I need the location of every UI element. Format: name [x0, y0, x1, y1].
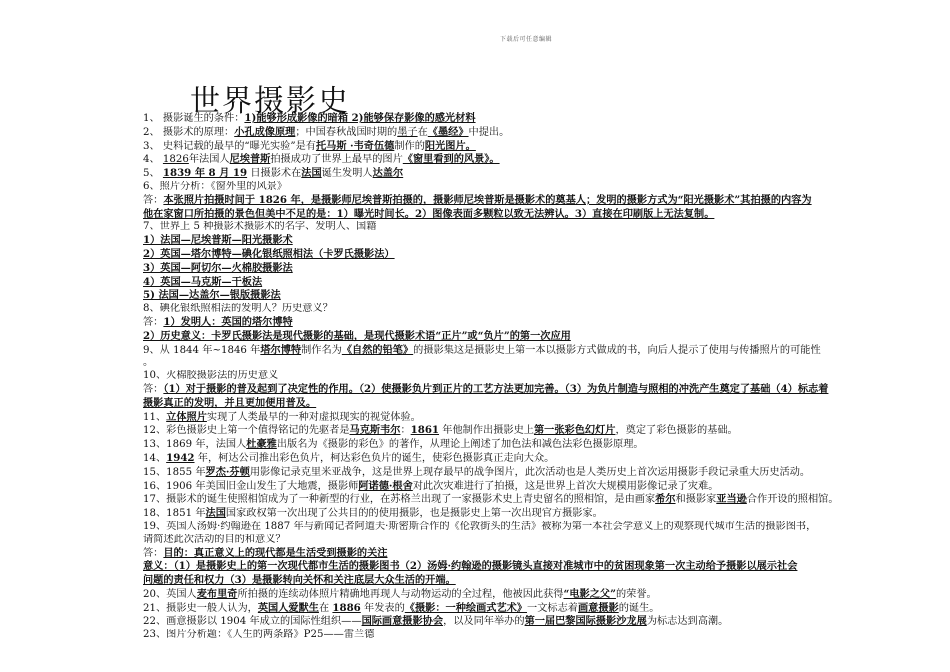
emphasis-text: 4）英国—马克斯—干板法 [143, 275, 263, 288]
emphasis-text: 目的：真正意义上的现代都是生活受到摄影的关注 [163, 546, 388, 559]
text-segment: 20、英国人 [143, 588, 197, 600]
emphasis-text: 国际画意摄影协会 [361, 615, 444, 628]
text-segment: 19、英国人汤姆·约翰逊在 1887 年与新闻记者阿道夫·斯密斯合作的《伦敦街头的生活》被称为第一本社会学意义上的观察现代城市生活的摄影图书， [143, 520, 817, 532]
text-segment: 答： [143, 547, 164, 559]
text-segment: ，奠定了彩色摄影的基础。 [615, 425, 738, 437]
text-segment: 的荣誉。 [615, 588, 657, 600]
text-segment: 诞生发明人 [321, 168, 373, 180]
text-segment: 1、 摄影诞生的条件： [143, 113, 245, 124]
text-segment: 为标志达到高潮。 [646, 616, 729, 628]
text-segment: 9、从 1844 年~1846 年 [143, 344, 261, 356]
text-segment: 1826 [162, 154, 189, 166]
text-segment: 8、碘化银纸照相法的发明人？历史意义？ [143, 303, 333, 315]
text-segment: 的摄影集这是摄影史上第一本以摄影方式做成的书，向后人提示了使用与传播照片的可能性 [413, 344, 821, 356]
text-segment: 答： [143, 194, 164, 206]
emphasis-text: 《自然的铅笔》 [341, 343, 414, 356]
text-line [143, 112, 903, 126]
text-line [143, 466, 903, 480]
emphasis-text: 1886 [332, 601, 361, 614]
emphasis-text: 托马斯 ·韦奇伍德 [315, 139, 395, 152]
text-segment: 11、 [143, 411, 167, 423]
text-line [143, 126, 903, 140]
emphasis-text: 摄影真正的发明，并且更加便用普及。 [143, 396, 317, 409]
emphasis-text: 本张照片拍摄时间于 1826 年，是摄影师尼埃普斯拍摄的，摄影师尼埃普斯是摄影术的奠基人；发明的摄影方式为“阳光摄影术”其拍摄的内容为 [163, 193, 812, 206]
text-line [143, 221, 903, 234]
text-segment: 所拍摄的连续动体照片精确地再现人与动物运动的全过程，他被因此获得 [237, 588, 564, 600]
emphasis-text: 意义：（1）是摄影史上的第一次现代都市生活的摄影图书（2）汤姆·约翰逊的摄影镜头直接对准城市中的贫困现象第一次主动给予摄影以展示社会 [143, 560, 798, 573]
text-line [143, 276, 903, 290]
emphasis-text: 亚当逊 [716, 493, 747, 506]
text-segment: 用影像记录克里米亚战争，这是世界上现存最早的战争图片，此次活动也是人类历史上首次运用摄影手段记录重大历史活动。 [249, 466, 811, 478]
emphasis-text: 小孔成像原理 [234, 125, 296, 138]
text-line [143, 521, 903, 534]
text-segment: 在 [417, 126, 428, 138]
emphasis-text: 第一届巴黎国际摄影沙龙展 [524, 615, 647, 628]
document-body [143, 112, 903, 642]
text-line [143, 262, 903, 276]
text-line [143, 438, 903, 452]
emphasis-text: 达盖尔 [372, 167, 404, 180]
text-line [143, 493, 903, 507]
text-segment: 3、 史料记载的最早的“曝光实验”是有 [143, 140, 316, 152]
emphasis-text: 立体照片 [166, 410, 207, 423]
text-line [143, 480, 903, 494]
text-line [143, 167, 903, 181]
text-line [143, 629, 903, 642]
text-line [143, 303, 903, 316]
emphasis-text: 马克斯韦尔 [349, 424, 401, 437]
emphasis-text: 1）法国—尼埃普斯—阳光摄影术 [143, 234, 293, 247]
text-line [143, 153, 903, 167]
emphasis-text: 3）英国—阿切尔—火棉胶摄影法 [143, 261, 293, 274]
text-segment: 6、照片分析：《窗外里的风景》 [143, 180, 288, 192]
text-line [143, 208, 903, 222]
text-line [143, 602, 903, 616]
text-segment: 拍摄成功了世界上最早的图片 [270, 154, 403, 166]
emphasis-text: 尼埃普斯 [229, 153, 271, 166]
emphasis-text: 法国 [301, 167, 322, 180]
text-line [143, 357, 903, 370]
text-segment: 实现了人类最早的一种对虚拟现实的视觉体验。 [206, 411, 421, 423]
emphasis-text: 《摄影：一种绘画式艺术》 [404, 601, 528, 614]
text-line [143, 507, 903, 521]
text-line [143, 411, 903, 425]
text-line [143, 140, 903, 154]
page-title: 世界摄影史 [190, 84, 350, 119]
text-segment: 请简述此次活动的目的和意义？ [143, 533, 286, 545]
text-segment: 日摄影术在 [247, 168, 302, 180]
emphasis-text: 麦布里奇 [196, 587, 238, 600]
text-line [143, 330, 903, 344]
text-line [143, 588, 903, 602]
text-line [143, 534, 903, 547]
text-segment: 一文标志着 [527, 602, 578, 614]
text-line [143, 615, 903, 629]
emphasis-text: 希尔 [655, 493, 676, 506]
text-segment: 23、图片分析题：《人生的两条路》P25——雷兰德 [143, 629, 375, 641]
emphasis-text: 英国人爱默生 [257, 601, 319, 614]
text-segment: ，以及同年举办的 [443, 616, 525, 628]
text-segment: 。 [143, 357, 154, 369]
text-line [143, 248, 903, 262]
text-segment: 10、火棉胶摄影法的历史意义 [143, 370, 279, 382]
text-segment: 13、1869 年，法国人 [143, 439, 247, 451]
text-segment: 12、彩色摄影史上第一个值得铭记的先驱者是 [143, 425, 350, 437]
text-segment: 年发表的 [360, 602, 405, 614]
text-segment: 5、 [143, 168, 163, 180]
text-line [143, 181, 903, 194]
text-line [143, 370, 903, 383]
text-line [143, 344, 903, 358]
header-note: 下载后可任意编辑 [500, 36, 553, 43]
text-segment: ；中国春秋战国时期的 [295, 126, 398, 138]
emphasis-text: “电影之父” [563, 587, 616, 600]
text-segment: 的诞生。 [618, 602, 660, 614]
text-line [143, 289, 903, 303]
emphasis-text: 1）发明人：英国的塔尔博特 [163, 315, 293, 328]
text-segment: 22、画意摄影以 1904 年成立的国际性组织—— [143, 616, 362, 628]
text-segment: 答： [143, 383, 164, 395]
text-segment: ： [400, 425, 411, 437]
text-segment: 14、 [143, 452, 167, 464]
text-line [143, 424, 903, 438]
emphasis-text: 阿诺德·根舍 [358, 479, 413, 492]
text-segment: 中提出。 [468, 126, 510, 138]
text-segment: 制作名为 [301, 344, 342, 356]
text-line [143, 194, 903, 208]
text-segment: 合作开设的照相馆。 [746, 494, 839, 506]
emphasis-text: 《墨经》 [427, 125, 469, 138]
text-segment: 和摄影家 [675, 494, 717, 506]
text-segment: 4、 [143, 154, 163, 166]
text-line [143, 547, 903, 561]
emphasis-text: 1839 年 8 月 19 [162, 167, 248, 180]
text-segment: 18、1851 年 [143, 508, 206, 520]
emphasis-text: 阳光图片。 [424, 139, 476, 152]
text-segment: 制作的 [394, 140, 425, 152]
text-line [143, 316, 903, 330]
text-line [143, 383, 903, 397]
text-line [143, 452, 903, 466]
text-line [143, 560, 903, 574]
text-segment: 7、世界上 5 种摄影术摄影术的名字、发明人、国籍 [143, 221, 377, 233]
text-segment: 16、1906 年美国旧金山发生了大地震，摄影师 [143, 480, 359, 492]
text-segment: 对此次灾难进行了拍摄，这是世界上首次大规模用影像记录了灾难。 [412, 480, 719, 492]
text-segment: 出版名为《摄影的彩色》的著作，从理论上阐述了加色法和减色法彩色摄影原理。 [276, 439, 644, 451]
text-segment: 21、摄影史一般人认为， [143, 602, 258, 614]
text-segment: 15、1855 年 [143, 466, 206, 478]
emphasis-text: （1）对于摄影的普及起到了决定性的作用。（2）使摄影负片到正片的工艺方法更加完善。（3）为负片制造与照相的冲洗产生奠定了基础（4）标志着 [163, 382, 829, 395]
text-segment: 2、 摄影术的原理： [143, 126, 235, 138]
emphasis-text: 画意摄影 [577, 601, 619, 614]
text-line [143, 234, 903, 248]
emphasis-text: 1942 [166, 451, 195, 464]
text-segment: 国家政权第一次出现了公共目的的使用摄影，也是摄影史上第一次出现官方摄影家。 [225, 508, 603, 520]
emphasis-text: 1)能够形成影像的暗箱 2)能够保存影像的感光材料 [244, 112, 476, 124]
emphasis-text: 他在家窗口所拍摄的景色但美中不足的是：1）曝光时间长。2）图像表面多颗粒以致无法辨认。3）直接在印刷版上无法复制。 [143, 207, 715, 220]
text-segment: 年法国人 [188, 154, 230, 166]
emphasis-text: 问题的责任和权力（3）是摄影转向关怀和关注底层大众生活的开端。 [143, 574, 456, 587]
emphasis-text: 《窗里看到的风景》。 [402, 153, 500, 166]
text-segment: 墨子 [397, 126, 418, 138]
emphasis-text: 2）英国—塔尔博特—碘化银纸照相法（卡罗氏摄影法） [143, 247, 395, 260]
text-line [143, 397, 903, 411]
emphasis-text: 塔尔博特 [260, 343, 302, 356]
text-segment: 答： [143, 316, 164, 328]
emphasis-text: 法国 [205, 507, 226, 520]
emphasis-text: 1861 [410, 424, 440, 437]
text-segment: 在 [318, 602, 333, 614]
emphasis-text: 第一张彩色幻灯片 [533, 424, 616, 437]
emphasis-text: 2）历史意义：卡罗氏摄影法是现代摄影的基础，是现代摄影术语“正片”或“负片”的第一次应用 [143, 329, 571, 342]
text-segment: 年他制作出摄影史上 [439, 425, 534, 437]
text-line [143, 574, 903, 588]
emphasis-text: 5) 法国—达盖尔—银版摄影法 [143, 289, 281, 302]
emphasis-text: 杜豪雅 [246, 438, 277, 451]
emphasis-text: 罗杰·芬顿 [205, 465, 250, 478]
text-segment: 年，柯达公司推出彩色负片，柯达彩色负片的诞生，使彩色摄影真正走向大众。 [194, 452, 555, 464]
text-segment: 17、摄影术的诞生使照相馆成为了一种新型的行业，在苏格兰出现了一家摄影术史上青史留名的照相馆，是由画家 [143, 494, 656, 506]
